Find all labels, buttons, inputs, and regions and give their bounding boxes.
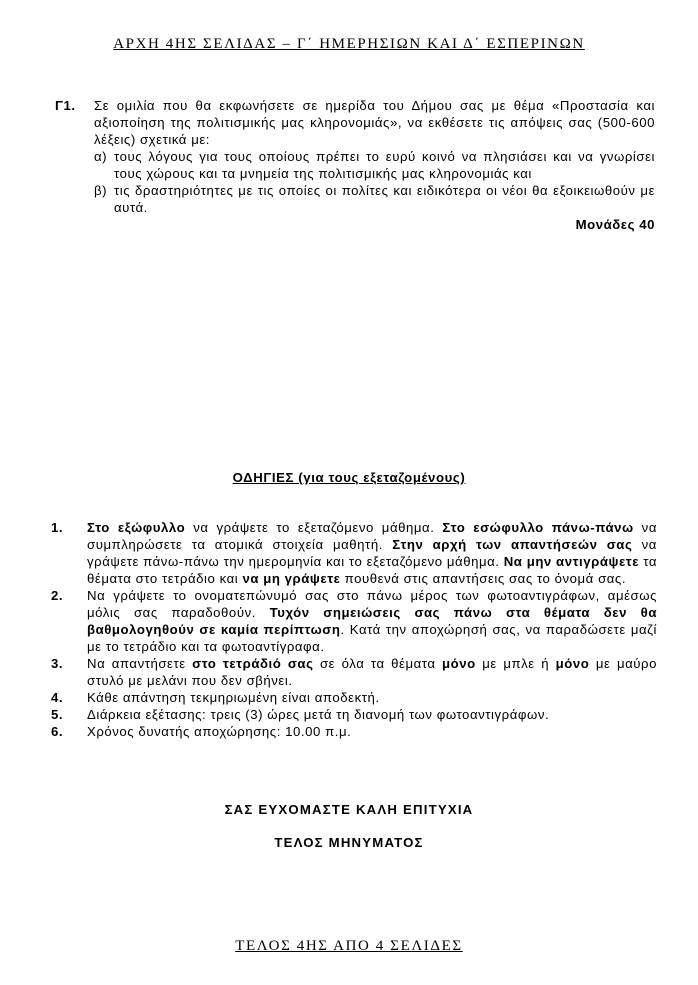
instruction-text: σε όλα τα θέματα bbox=[313, 656, 443, 671]
instruction-number: 4. bbox=[51, 690, 64, 705]
instruction-emphasis: να μη γράψετε bbox=[242, 571, 341, 586]
instruction-item bbox=[51, 519, 657, 587]
instruction-item bbox=[51, 587, 657, 655]
question-marks: Μονάδες 40 bbox=[575, 217, 655, 232]
question-intro: Σε ομιλία που θα εκφωνήσετε σε ημερίδα του Δήμου σας με θέμα «Προστασία και αξιοποίηση της πολιτισμικής μας κληρονομιάς», να εκθέσετε τις απόψεις σας (500-600 λέξεις) σχετικά με: bbox=[94, 98, 655, 147]
instructions-title: ΟΔΗΓΙΕΣ (για τους εξεταζομένους) bbox=[232, 470, 466, 485]
instruction-item bbox=[51, 723, 657, 740]
sub-item-label: α) bbox=[94, 149, 108, 164]
instruction-item bbox=[51, 689, 657, 706]
sub-item-text: τις δραστηριότητες με τις οποίες οι πολίτες και ειδικότερα οι νέοι θα εξοικειωθούν με αυτά. bbox=[114, 183, 655, 215]
instruction-text: . Κατά την αποχώρησή σας, να παραδώσετε μαζί με το τετράδιο και τα φωτοαντίγραφα. bbox=[87, 622, 657, 654]
page-footer: ΤΕΛΟΣ 4ΗΣ ΑΠΟ 4 ΣΕΛΙΔΕΣ bbox=[235, 938, 463, 954]
instruction-item bbox=[51, 706, 657, 723]
instruction-text: Κάθε απάντηση τεκμηριωμένη είναι αποδεκτή. bbox=[87, 690, 380, 705]
instruction-item bbox=[51, 655, 657, 689]
question-body bbox=[94, 97, 655, 233]
instruction-emphasis: Στο εξώφυλλο bbox=[87, 520, 186, 535]
sub-item-label: β) bbox=[94, 183, 108, 198]
question-g1 bbox=[55, 97, 655, 233]
instruction-emphasis: Να μην αντιγράψετε bbox=[503, 554, 640, 569]
end-of-message: ΤΕΛΟΣ ΜΗΝΥΜΑΤΟΣ bbox=[274, 835, 424, 850]
instruction-number: 5. bbox=[51, 707, 64, 722]
instruction-text: τα θέματα στο τετράδιο και bbox=[87, 554, 657, 586]
instruction-emphasis: Τυχόν σημειώσεις σας πάνω στα θέματα δεν θα βαθμολογηθούν σε καμία περίπτωση bbox=[87, 605, 657, 637]
sub-item-a bbox=[94, 148, 655, 182]
question-number: Γ1. bbox=[55, 98, 76, 113]
page-header: ΑΡΧΗ 4ΗΣ ΣΕΛΙΔΑΣ – Γ΄ ΗΜΕΡΗΣΙΩΝ ΚΑΙ Δ΄ ΕΣΠΕΡΙΝΩΝ bbox=[113, 36, 585, 52]
instruction-text: με μπλε ή bbox=[475, 656, 556, 671]
instruction-number: 6. bbox=[51, 724, 64, 739]
instruction-text: πουθενά στις απαντήσεις σας το όνομά σας. bbox=[340, 571, 627, 586]
instruction-emphasis: Στην αρχή των απαντήσεών σας bbox=[392, 537, 633, 552]
instruction-text: να γράψετε το εξεταζόμενο μάθημα. bbox=[185, 520, 443, 535]
instruction-text: Χρόνος δυνατής αποχώρησης: 10.00 π.μ. bbox=[87, 724, 352, 739]
instruction-emphasis: μόνο bbox=[555, 656, 590, 671]
instruction-text: Να απαντήσετε bbox=[87, 656, 193, 671]
instruction-text: με μαύρο στυλό με μελάνι που δεν σβήνει. bbox=[87, 656, 657, 688]
instruction-text: να συμπληρώσετε τα ατομικά στοιχεία μαθητή. bbox=[87, 520, 658, 552]
instruction-number: 3. bbox=[51, 656, 64, 671]
instruction-text: Διάρκεια εξέτασης: τρεις (3) ώρες μετά τη διανομή των φωτοαντιγράφων. bbox=[87, 707, 550, 722]
instruction-number: 1. bbox=[51, 520, 64, 535]
instruction-text: Να γράψετε το ονοματεπώνυμό σας στο πάνω μέρος των φωτοαντιγράφων, αμέσως μόλις σας παραδοθούν. bbox=[87, 588, 657, 620]
sub-item-b bbox=[94, 182, 655, 216]
instruction-emphasis: στο τετράδιό σας bbox=[192, 656, 314, 671]
instruction-text: να γράψετε πάνω-πάνω την ημερομηνία και το εξεταζόμενο μάθημα. bbox=[87, 537, 657, 569]
instruction-emphasis: μόνο bbox=[442, 656, 476, 671]
instruction-emphasis: Στο εσώφυλλο πάνω-πάνω bbox=[442, 520, 634, 535]
instruction-number: 2. bbox=[51, 588, 64, 603]
instructions-list bbox=[51, 519, 657, 740]
closing-wish: ΣΑΣ ΕΥΧΟΜΑΣΤΕ ΚΑΛΗ ΕΠΙΤΥΧΙΑ bbox=[224, 802, 474, 817]
sub-item-text: τους λόγους για τους οποίους πρέπει το ευρύ κοινό να πλησιάσει και να γνωρίσει τους χώρους και τα μνημεία της πολιτισμικής μας κληρονομιάς και bbox=[114, 149, 655, 181]
